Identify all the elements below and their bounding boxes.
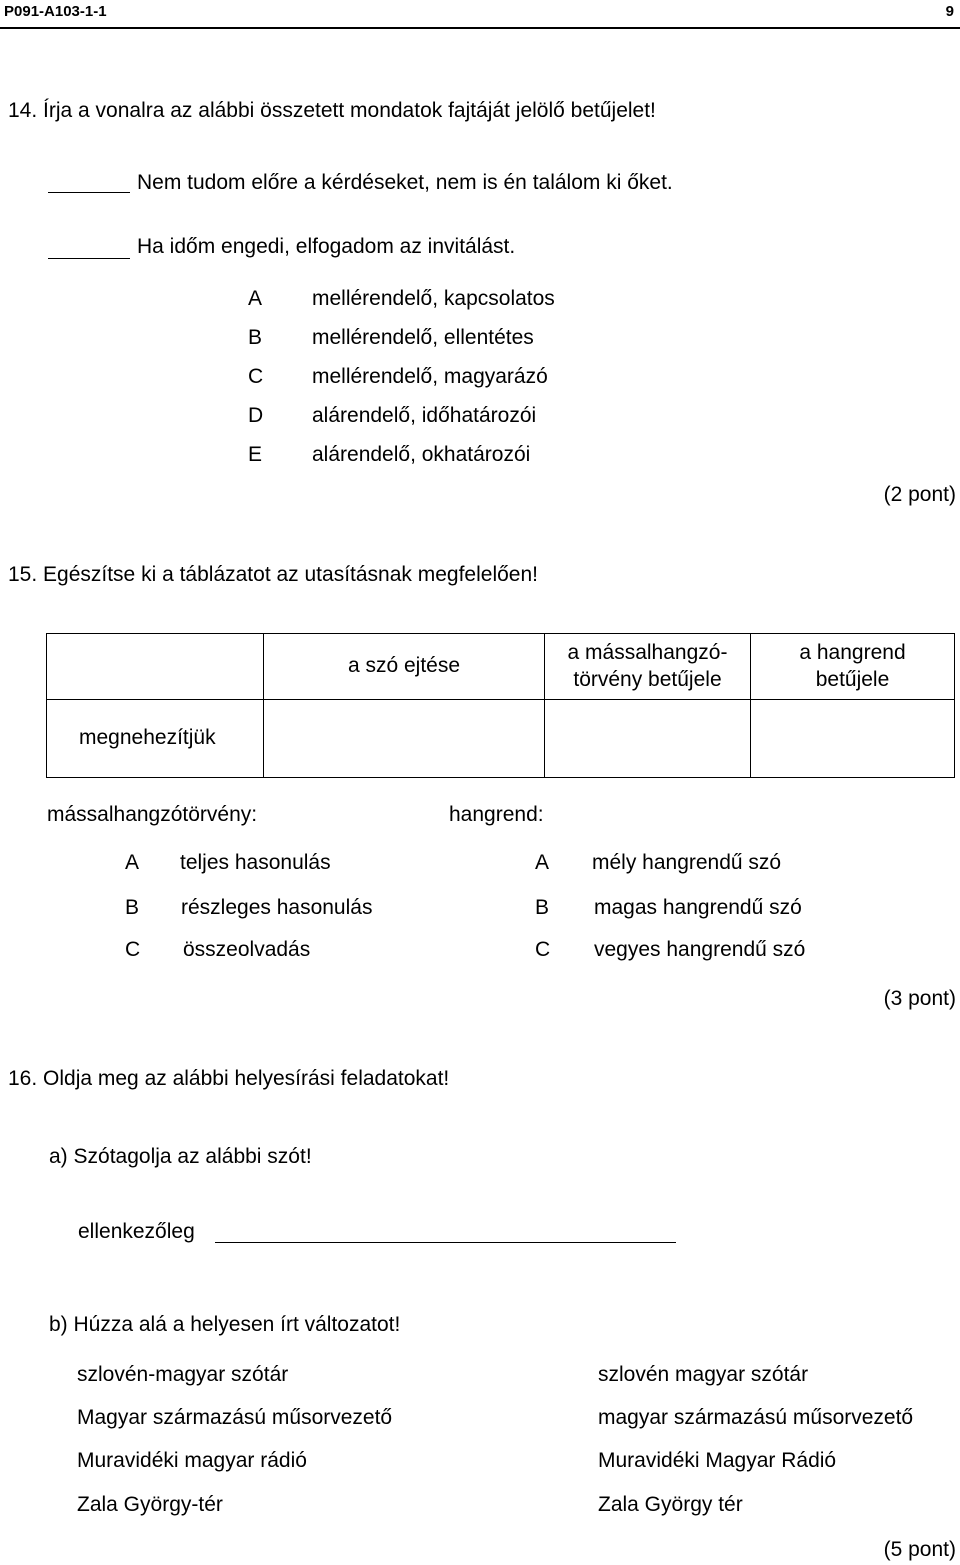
table-header-pronunciation: a szó ejtése bbox=[264, 634, 545, 700]
q14-option-letter: B bbox=[248, 326, 263, 349]
q16-title: 16. Oldja meg az alábbi helyesírási feladatokat! bbox=[8, 1067, 450, 1090]
q14-option-text: alárendelő, okhatározói bbox=[312, 443, 531, 466]
q14-option-letter: C bbox=[248, 365, 264, 388]
q15-points: (3 pont) bbox=[883, 987, 956, 1010]
q15-title: 15. Egészítse ki a táblázatot az utasításnak megfelelően! bbox=[8, 563, 538, 586]
q14-option-text: mellérendelő, ellentétes bbox=[312, 326, 534, 349]
harmony-option-text: mély hangrendű szó bbox=[592, 851, 782, 874]
vowel-harmony-heading: hangrend: bbox=[449, 803, 544, 826]
header-line: törvény betűjele bbox=[573, 667, 722, 691]
q14-option-letter: D bbox=[248, 404, 264, 427]
harmony-option-letter: C bbox=[535, 938, 551, 961]
syllabify-answer-blank[interactable] bbox=[215, 1220, 676, 1243]
answer-cell-consonant-law[interactable] bbox=[545, 700, 751, 778]
q14-option-letter: A bbox=[248, 287, 263, 310]
header-line: a hangrend bbox=[799, 641, 906, 665]
syllabify-word: ellenkezőleg bbox=[78, 1220, 195, 1243]
page-number: 9 bbox=[945, 3, 954, 20]
answer-cell-vowel-harmony[interactable] bbox=[751, 700, 955, 778]
q14-option-text: alárendelő, időhatározói bbox=[312, 404, 537, 427]
consonant-option-text: részleges hasonulás bbox=[181, 896, 373, 919]
spelling-variant-left[interactable]: Zala György-tér bbox=[77, 1493, 223, 1516]
header-line: a mássalhangzó- bbox=[567, 641, 728, 665]
q14-points: (2 pont) bbox=[883, 483, 956, 506]
q14-option-text: mellérendelő, kapcsolatos bbox=[312, 287, 555, 310]
q14-answer-blank-1[interactable] bbox=[48, 170, 130, 193]
consonant-law-heading: mássalhangzótörvény: bbox=[47, 803, 258, 826]
harmony-option-letter: B bbox=[535, 896, 550, 919]
harmony-option-letter: A bbox=[535, 851, 550, 874]
answer-cell-pronunciation[interactable] bbox=[264, 700, 545, 778]
spelling-variant-right[interactable]: szlovén magyar szótár bbox=[598, 1363, 809, 1386]
spelling-variant-left[interactable]: Magyar származású műsorvezető bbox=[77, 1406, 393, 1429]
q14-title: 14. Írja a vonalra az alábbi összetett mondatok fajtáját jelölő betűjelet! bbox=[8, 99, 656, 122]
q14-sentence-1: Nem tudom előre a kérdéseket, nem is én találom ki őket. bbox=[137, 171, 673, 194]
harmony-option-text: magas hangrendű szó bbox=[594, 896, 802, 919]
consonant-option-letter: C bbox=[125, 938, 141, 961]
consonant-option-text: teljes hasonulás bbox=[180, 851, 331, 874]
q14-sentence-2: Ha időm engedi, elfogadom az invitálást. bbox=[137, 235, 516, 258]
q16b-instruction: b) Húzza alá a helyesen írt változatot! bbox=[49, 1313, 401, 1336]
q14-option-text: mellérendelő, magyarázó bbox=[312, 365, 548, 388]
spelling-variant-right[interactable]: magyar származású műsorvezető bbox=[598, 1406, 914, 1429]
table-row-label: megnehezítjük bbox=[47, 700, 264, 778]
q14-option-letter: E bbox=[248, 443, 263, 466]
consonant-option-letter: B bbox=[125, 896, 140, 919]
consonant-option-text: összeolvadás bbox=[183, 938, 311, 961]
q16-points: (5 pont) bbox=[883, 1538, 956, 1561]
table-corner-cell bbox=[47, 634, 264, 700]
header-rule bbox=[0, 27, 960, 29]
spelling-variant-left[interactable]: szlovén-magyar szótár bbox=[77, 1363, 289, 1386]
q15-table bbox=[46, 633, 955, 778]
consonant-option-letter: A bbox=[125, 851, 140, 874]
spelling-variant-right[interactable]: Zala György tér bbox=[598, 1493, 743, 1516]
harmony-option-text: vegyes hangrendű szó bbox=[594, 938, 806, 961]
spelling-variant-left[interactable]: Muravidéki magyar rádió bbox=[77, 1449, 307, 1472]
q14-answer-blank-2[interactable] bbox=[48, 236, 130, 259]
table-header-consonant-law bbox=[545, 634, 751, 700]
header-line: betűjele bbox=[815, 667, 890, 691]
document-code: P091-A103-1-1 bbox=[4, 3, 107, 20]
q16a-instruction: a) Szótagolja az alábbi szót! bbox=[49, 1145, 312, 1168]
table-header-vowel-harmony bbox=[751, 634, 955, 700]
spelling-variant-right[interactable]: Muravidéki Magyar Rádió bbox=[598, 1449, 837, 1472]
